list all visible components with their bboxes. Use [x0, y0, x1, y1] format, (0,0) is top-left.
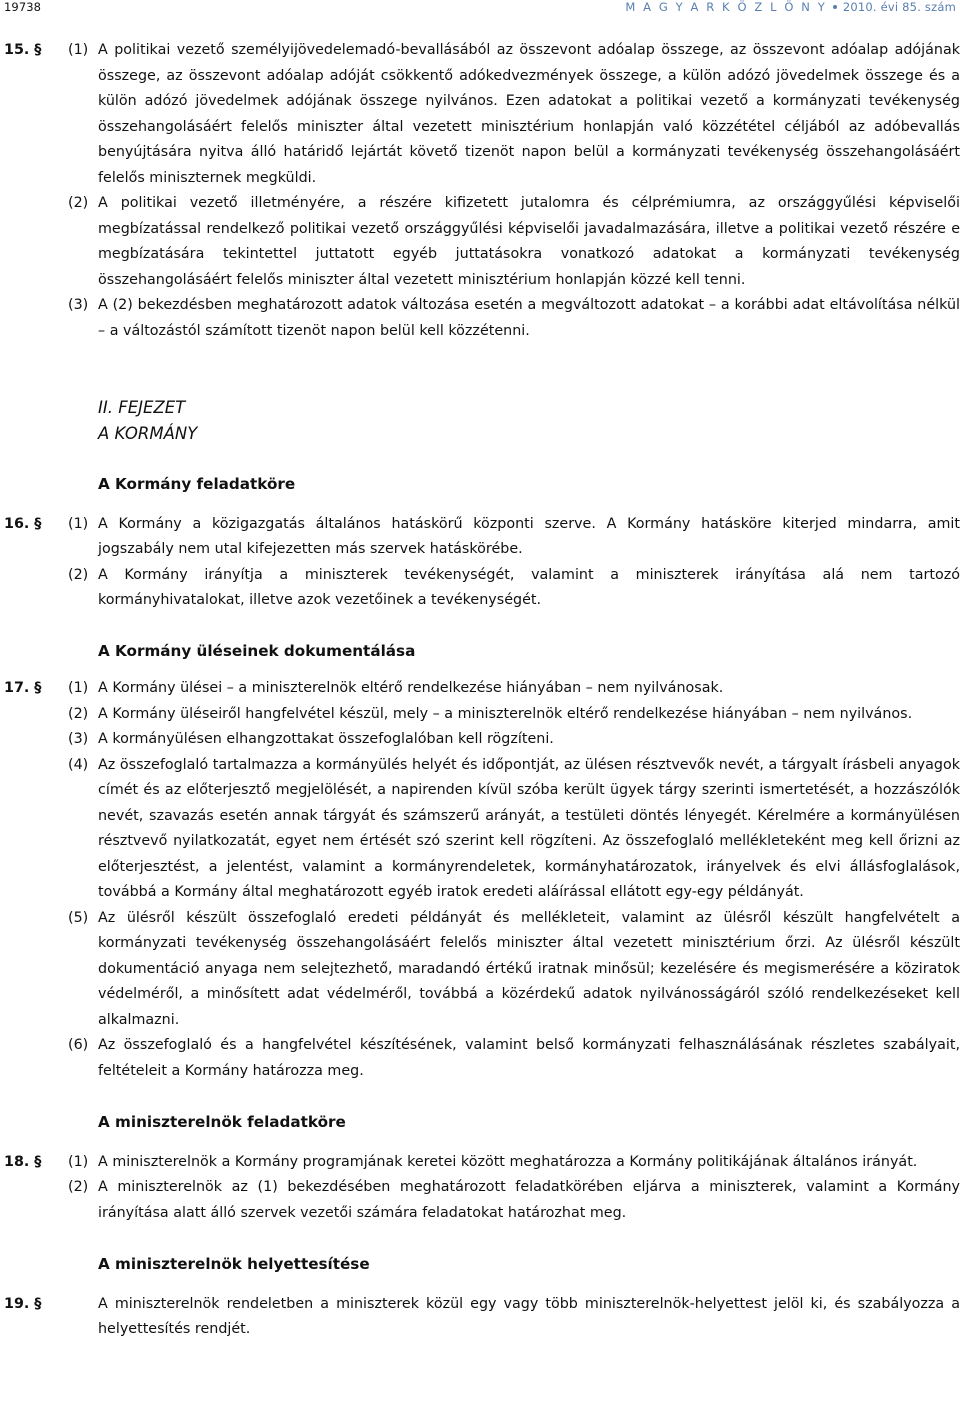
paragraph-number: (5) [68, 909, 89, 926]
section-body [68, 38, 960, 344]
paragraph-number: (6) [68, 1037, 89, 1053]
paragraph-text: Az összefoglaló tartalmazza a kormányülés helyét és időpontját, az ülésen résztvevők nevét, a tárgyalt írásbeli anyagok címét és az előterjesztő megjelölését, a napirenden kívül szóba került ügyek tárgy szerinti ismertetését, a hozzászólók nevét, szavazás esetén annak tárgyát és számszerű arányát, a testületi döntés lényegét. Kérelmére a kormányülésen résztvevő nyilatkozatát, egyet nem értését szó szerint kell rögzíteni. Az összefoglaló mellékleteként meg kell őrizni az előterjesztést, a jelentést, valamint a kormányrendeletek, kormányhatározatok, irányelvek és elvi állásfoglalások, továbbá a Kormány által meghatározott egyéb iratok eredeti aláírással ellátott egy-egy példányát. [98, 756, 960, 900]
section-number: 18. § [4, 1153, 42, 1170]
paragraph-text: A kormányülésen elhangzottakat összefoglalóban kell rögzíteni. [98, 731, 554, 747]
subheading: A miniszterelnök helyettesítése [98, 1255, 370, 1273]
paragraph-number: (1) [68, 515, 89, 532]
paragraph [68, 702, 960, 728]
page-number: 19738 [4, 0, 42, 14]
section-body [68, 1150, 960, 1227]
paragraph-text: A Kormány ülései – a miniszterelnök eltérő rendelkezése hiányában – nem nyilvánosak. [98, 680, 724, 696]
paragraph-text: Az összefoglaló és a hangfelvétel készítésének, valamint belső kormányzati felhasználásának részletes szabályait, feltételeit a Kormány határozza meg. [98, 1037, 960, 1079]
page-header [0, 0, 960, 14]
paragraph [68, 727, 960, 753]
publication-name: M A G Y A R K Ö Z L Ö N Y [625, 0, 827, 14]
section-number: 15. § [4, 42, 42, 58]
section-number: 19. § [4, 1295, 42, 1312]
section-18 [4, 1150, 960, 1227]
section-body [68, 512, 960, 614]
paragraph-number: (2) [68, 705, 89, 722]
section-17 [4, 676, 960, 1084]
paragraph-number: (1) [68, 42, 89, 58]
subheading: A Kormány feladatköre [98, 475, 296, 493]
section-number: 17. § [4, 680, 42, 696]
section-16 [4, 512, 960, 614]
paragraph [68, 563, 960, 614]
paragraph-text: A Kormány a közigazgatás általános hatáskörű központi szerve. A Kormány hatásköre kiterjed mindarra, amit jogszabály nem utal kifejezetten más szervek hatáskörébe. [98, 515, 960, 557]
section-body [68, 1292, 960, 1343]
paragraph [68, 1150, 960, 1176]
paragraph [68, 1175, 960, 1226]
paragraph-number: (2) [68, 566, 89, 583]
paragraph [68, 1033, 960, 1084]
issue-label: 2010. évi 85. szám [842, 0, 956, 14]
paragraph-number: (4) [68, 756, 89, 773]
paragraph [68, 512, 960, 563]
paragraph [68, 753, 960, 906]
paragraph-text: A politikai vezető személyijövedelemadó-bevallásából az összevont adóalap összege, az összevont adóalap adójának összege, az összevont adóalap adóját csökkentő adókedvezmények összege, a külön adózó jövedelmek összege és a külön adózó jövedelmek adójának összege nyilvános. Ezen adatokat a politikai vezető a kormányzati tevékenység összehangolásáért felelős miniszter által vezetett minisztérium honlapján való közzététel céljából az adóbevallás benyújtására nyitva álló határidő lejártát követő tizenöt napon belül a kormányzati tevékenység összehangolásáért felelős miniszternek megküldi. [98, 42, 960, 186]
separator-dot-icon [833, 5, 837, 9]
paragraph [68, 676, 960, 702]
subheading: A miniszterelnök feladatköre [98, 1113, 346, 1131]
paragraph [68, 906, 960, 1034]
paragraph-number: (1) [68, 1153, 89, 1170]
paragraph-text: A miniszterelnök rendeletben a miniszterek közül egy vagy több miniszterelnök-helyettest jelöl ki, és szabályozza a helyettesítés rendjét. [98, 1295, 960, 1337]
section-15 [4, 38, 960, 344]
section-19 [4, 1292, 960, 1343]
document-body [4, 38, 960, 1343]
chapter-number: II. FEJEZET [98, 398, 186, 417]
section-number: 16. § [4, 515, 42, 532]
paragraph-text: A Kormány irányítja a miniszterek tevékenységét, valamint a miniszterek irányítása alá nem tartozó kormányhivatalokat, illetve azok vezetőinek a tevékenységét. [98, 566, 960, 608]
paragraph [68, 38, 960, 191]
chapter-heading [4, 395, 960, 446]
paragraph-number: (3) [68, 731, 89, 747]
paragraph-text: Az ülésről készült összefoglaló eredeti példányát és mellékleteit, valamint az ülésről készült hangfelvételt a kormányzati tevékenység összehangolásáért felelős miniszter által vezetett minisztérium őrzi. Az ülésről készült dokumentáció anyaga nem selejtezhető, maradandó értékű iratnak minősül; kezelésére és megismerésére a köziratok védelméről, a minősített adat védelméről, továbbá a közérdekű adatok nyilvánosságáról szóló rendelkezéseket kell alkalmazni. [98, 909, 960, 1028]
paragraph-number: (1) [68, 680, 89, 696]
paragraph-number: (2) [68, 195, 89, 211]
paragraph-text: A (2) bekezdésben meghatározott adatok változása esetén a megváltozott adatokat – a korábbi adat eltávolítása nélkül – a változástól számított tizenöt napon belül kell közzétenni. [98, 297, 960, 339]
section-body [68, 676, 960, 1084]
paragraph-number: (3) [68, 297, 89, 313]
paragraph-text: A politikai vezető illetményére, a részére kifizetett jutalomra és célprémiumra, az országgyűlési képviselői megbízatással rendelkező politikai vezető országgyűlési képviselői javadalmazására, illetve a politikai vezető részére e megbízatására tekintettel juttatott egyéb juttatásokra vonatkozó adatokat a kormányzati tevékenység összehangolásáért felelős miniszter által vezetett minisztérium honlapján közzé kell tenni. [98, 195, 960, 288]
paragraph-number: (2) [68, 1179, 89, 1195]
paragraph-text: A Kormány üléseiről hangfelvétel készül, mely – a miniszterelnök eltérő rendelkezése hiányában – nem nyilvános. [98, 705, 913, 722]
paragraph [68, 293, 960, 344]
subheading: A Kormány üléseinek dokumentálása [98, 641, 416, 660]
chapter-title: A KORMÁNY [98, 423, 198, 443]
paragraph [68, 191, 960, 293]
paragraph-text: A miniszterelnök az (1) bekezdésében meghatározott feladatkörében eljárva a miniszterek, valamint a Kormány irányítása alatt álló szervek vezetői számára feladatokat határozhat meg. [98, 1179, 960, 1221]
paragraph-text: A miniszterelnök a Kormány programjának keretei között meghatározza a Kormány politikájának általános irányát. [98, 1153, 918, 1170]
running-header [625, 0, 956, 14]
